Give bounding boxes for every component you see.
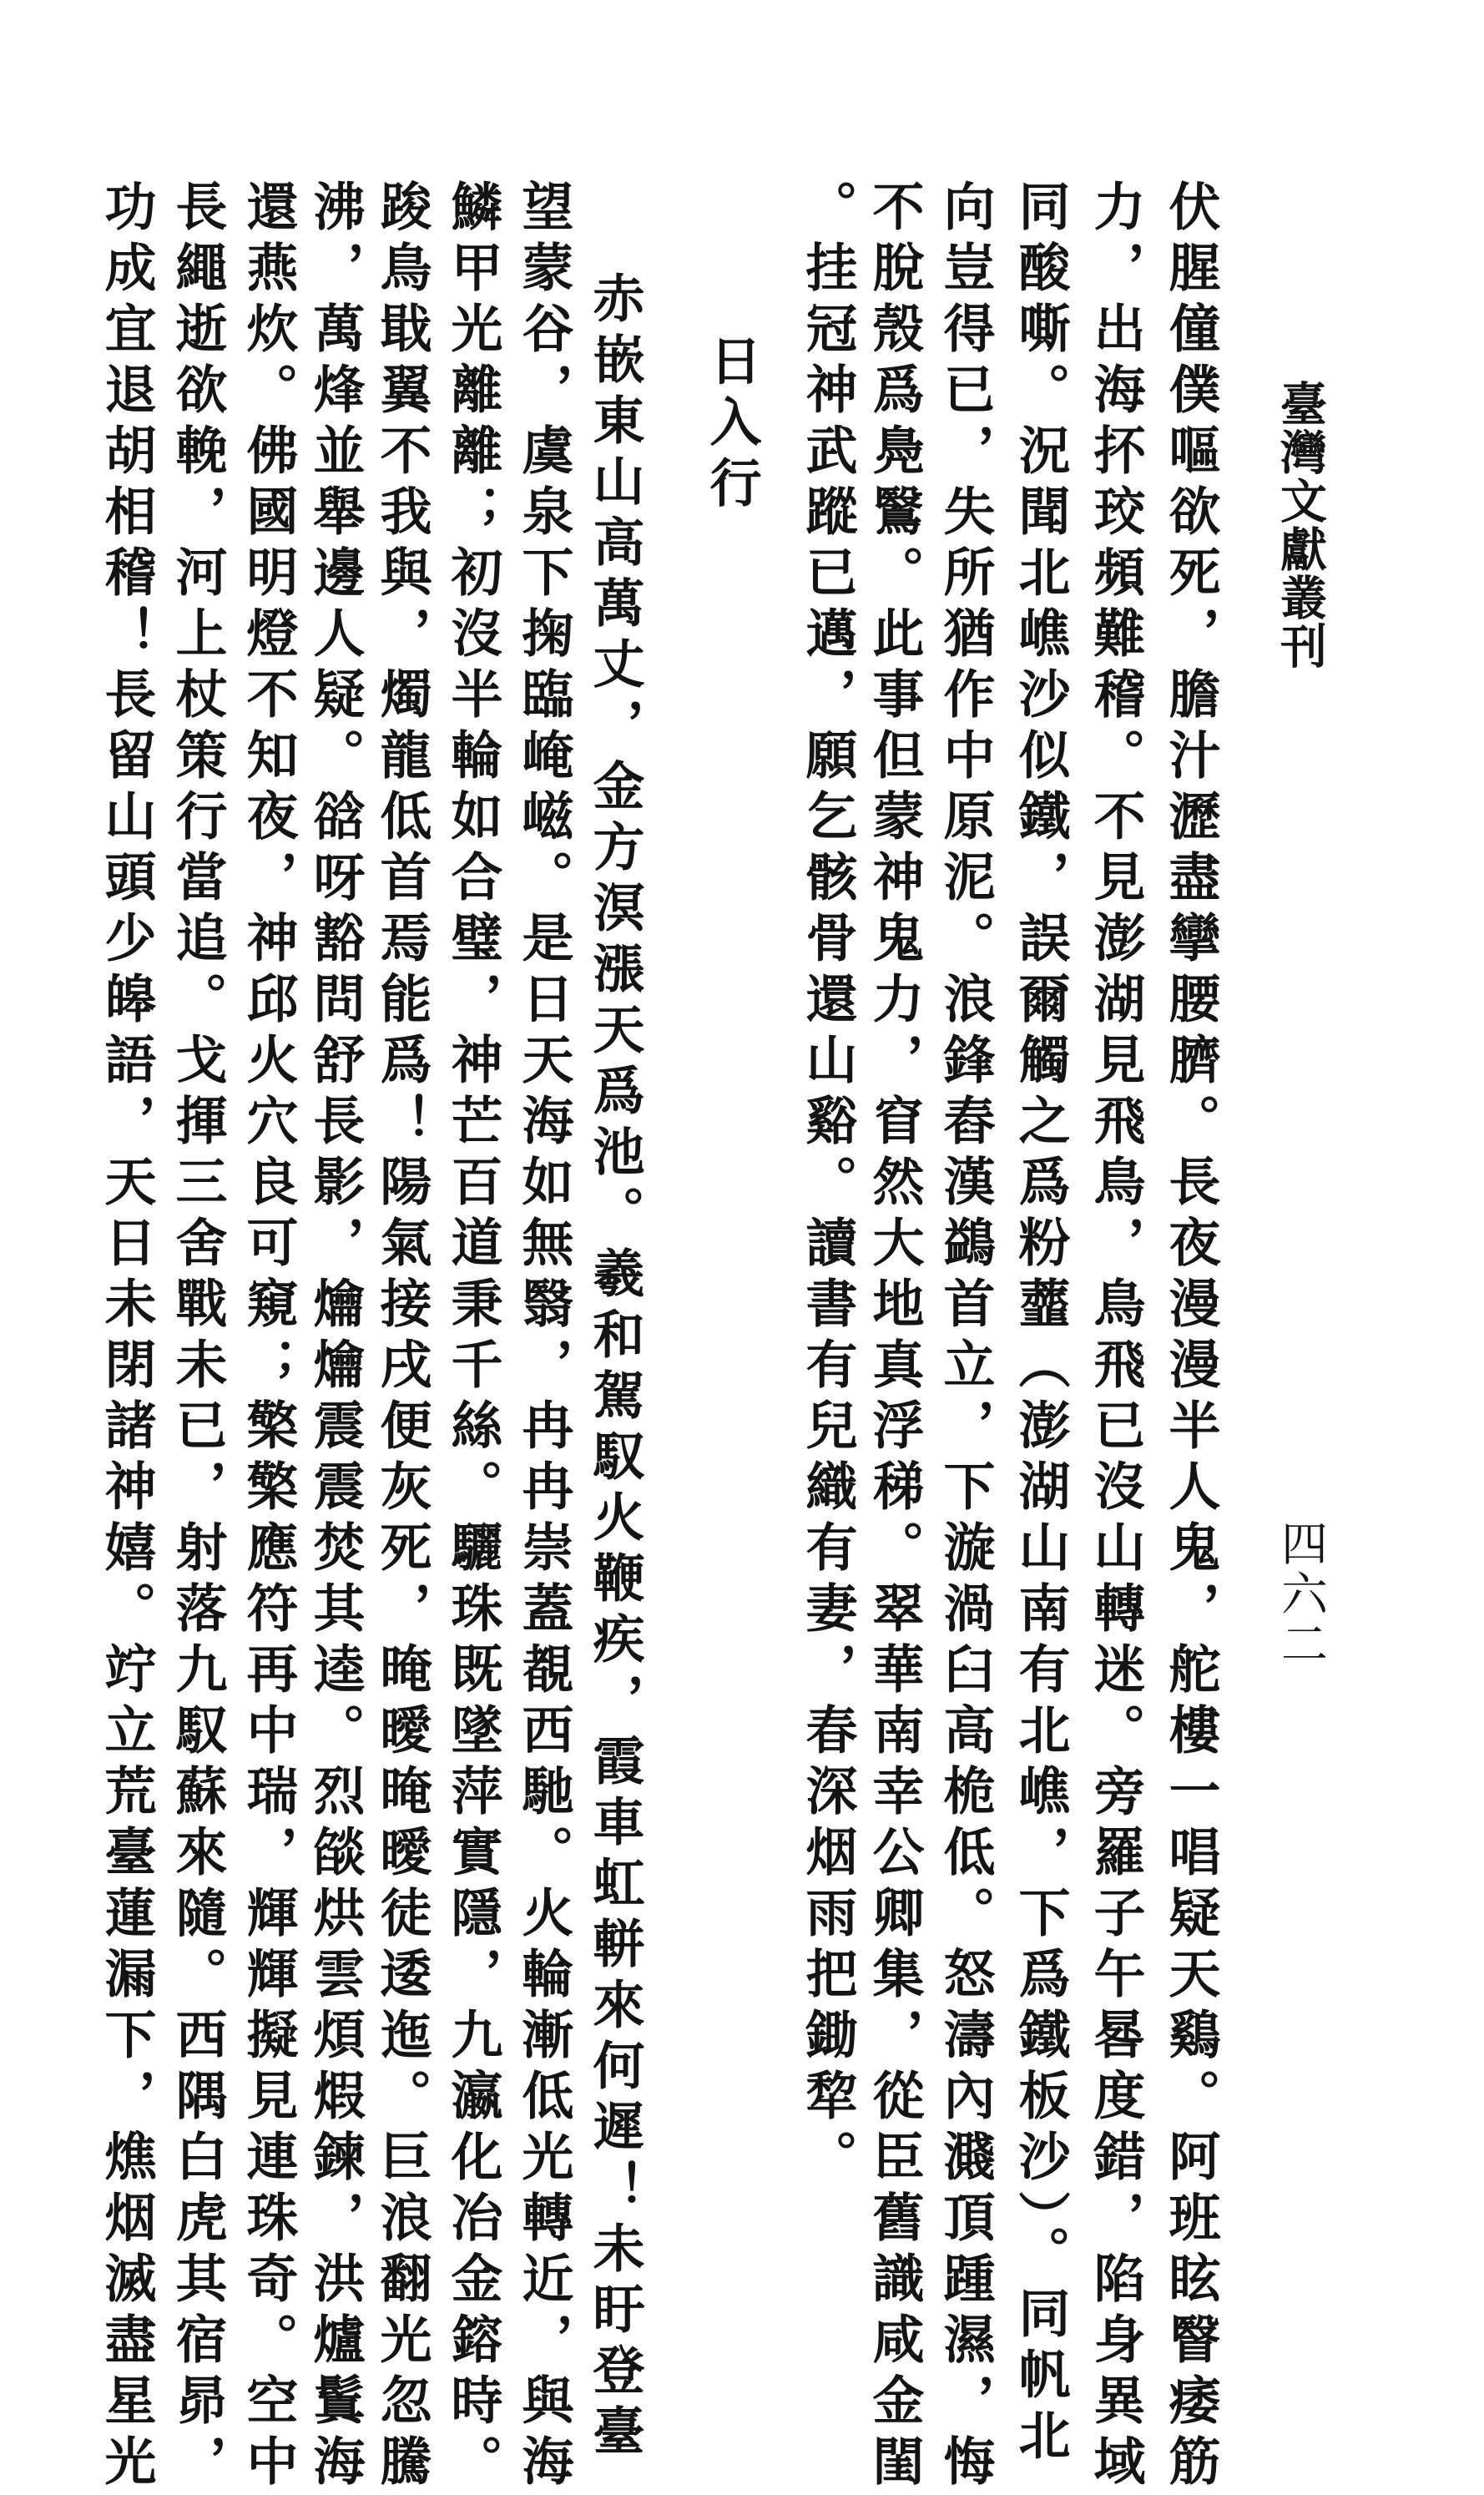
poem-line: 鱗甲光離離；初沒半輪如合璧，神芒百道秉千絲。驪珠既墜萍實隱，九瀛化冶金鎔時。 [442, 179, 503, 2495]
poem-line: 沸，萬烽並舉邊人疑。谽呀豁問舒長影，爚爚震震焚其逵。烈燄烘雲煩煆鍊，洪爐鬒海 [305, 179, 366, 2495]
prose-line: 力，出海抔珓頻難稽。不見澎湖見飛鳥，鳥飛已沒山轉迷。旁羅子午晷度錯，陷身異域 [1085, 179, 1146, 2495]
poem-line: 長繩逝欲輓，河上杖策行當追。戈揮三舍戰未已，射落九馭蘇來隨。西隅白虎其宿昴， [167, 179, 228, 2495]
poem-line: 望蒙谷，虞泉下掬臨崦嵫。是日天海如無翳，冉冉崇蓋覩西馳。火輪漸低光轉近，與海 [513, 179, 574, 2495]
prose-line: 向豈得已，失所猶作中原泥。浪鋒舂漢鷁首立，下漩渦臼高桅低。怒濤內濺頂踵濕，悔 [935, 179, 996, 2495]
poem-title: 日入行 [701, 334, 762, 517]
poem-line: 功成宜退胡相稽！長留山頭少皞語，天日未閉諸神嬉。竚立荒臺蓮漏下，燋烟滅盡星光 [96, 179, 157, 2495]
poem-line: 赤嵌東山高萬丈，金方溟漲天爲池。羲和駕馭火鞭疾，霞車虹軿來何遲！未盱登臺 [584, 271, 645, 2465]
page-number: 四六二 [1274, 1519, 1328, 1669]
prose-line: 同酸嘶。況聞北嶕沙似鐵，誤爾觸之爲粉虀（澎湖山南有北嶕，下爲鐵板沙）。同帆北 [1010, 179, 1071, 2469]
prose-line: 。挂冠神武蹤已邁，願乞骸骨還山谿。讀書有兒織有妻，春深烟雨把鋤犂。 [797, 179, 858, 2190]
running-header-book-title: 臺灣文獻叢刊 [1273, 380, 1328, 670]
poem-line: 還燕炊。佛國明燈不知夜，神邱火穴良可窺；檠檠應符再中瑞，輝輝擬見連珠奇。空中 [238, 179, 299, 2495]
prose-line: 伏腥僮僕嘔欲死，膽汁瀝盡攣腰臍。長夜漫漫半人鬼，舵樓一唱疑天鷄。阿班眩瞖痿筋 [1160, 179, 1221, 2495]
poem-line: 踆鳥戢翼不我與，燭龍低首焉能爲！陽氣接戌便灰死，晻曖晻曖徒逶迤。巨浪翻光忽騰 [371, 179, 432, 2495]
prose-line: 不脫殼爲鳧鷖。此事但蒙神鬼力，窅然大地真浮稊。翠華南幸公卿集，從臣舊識咸金閨 [864, 179, 925, 2495]
